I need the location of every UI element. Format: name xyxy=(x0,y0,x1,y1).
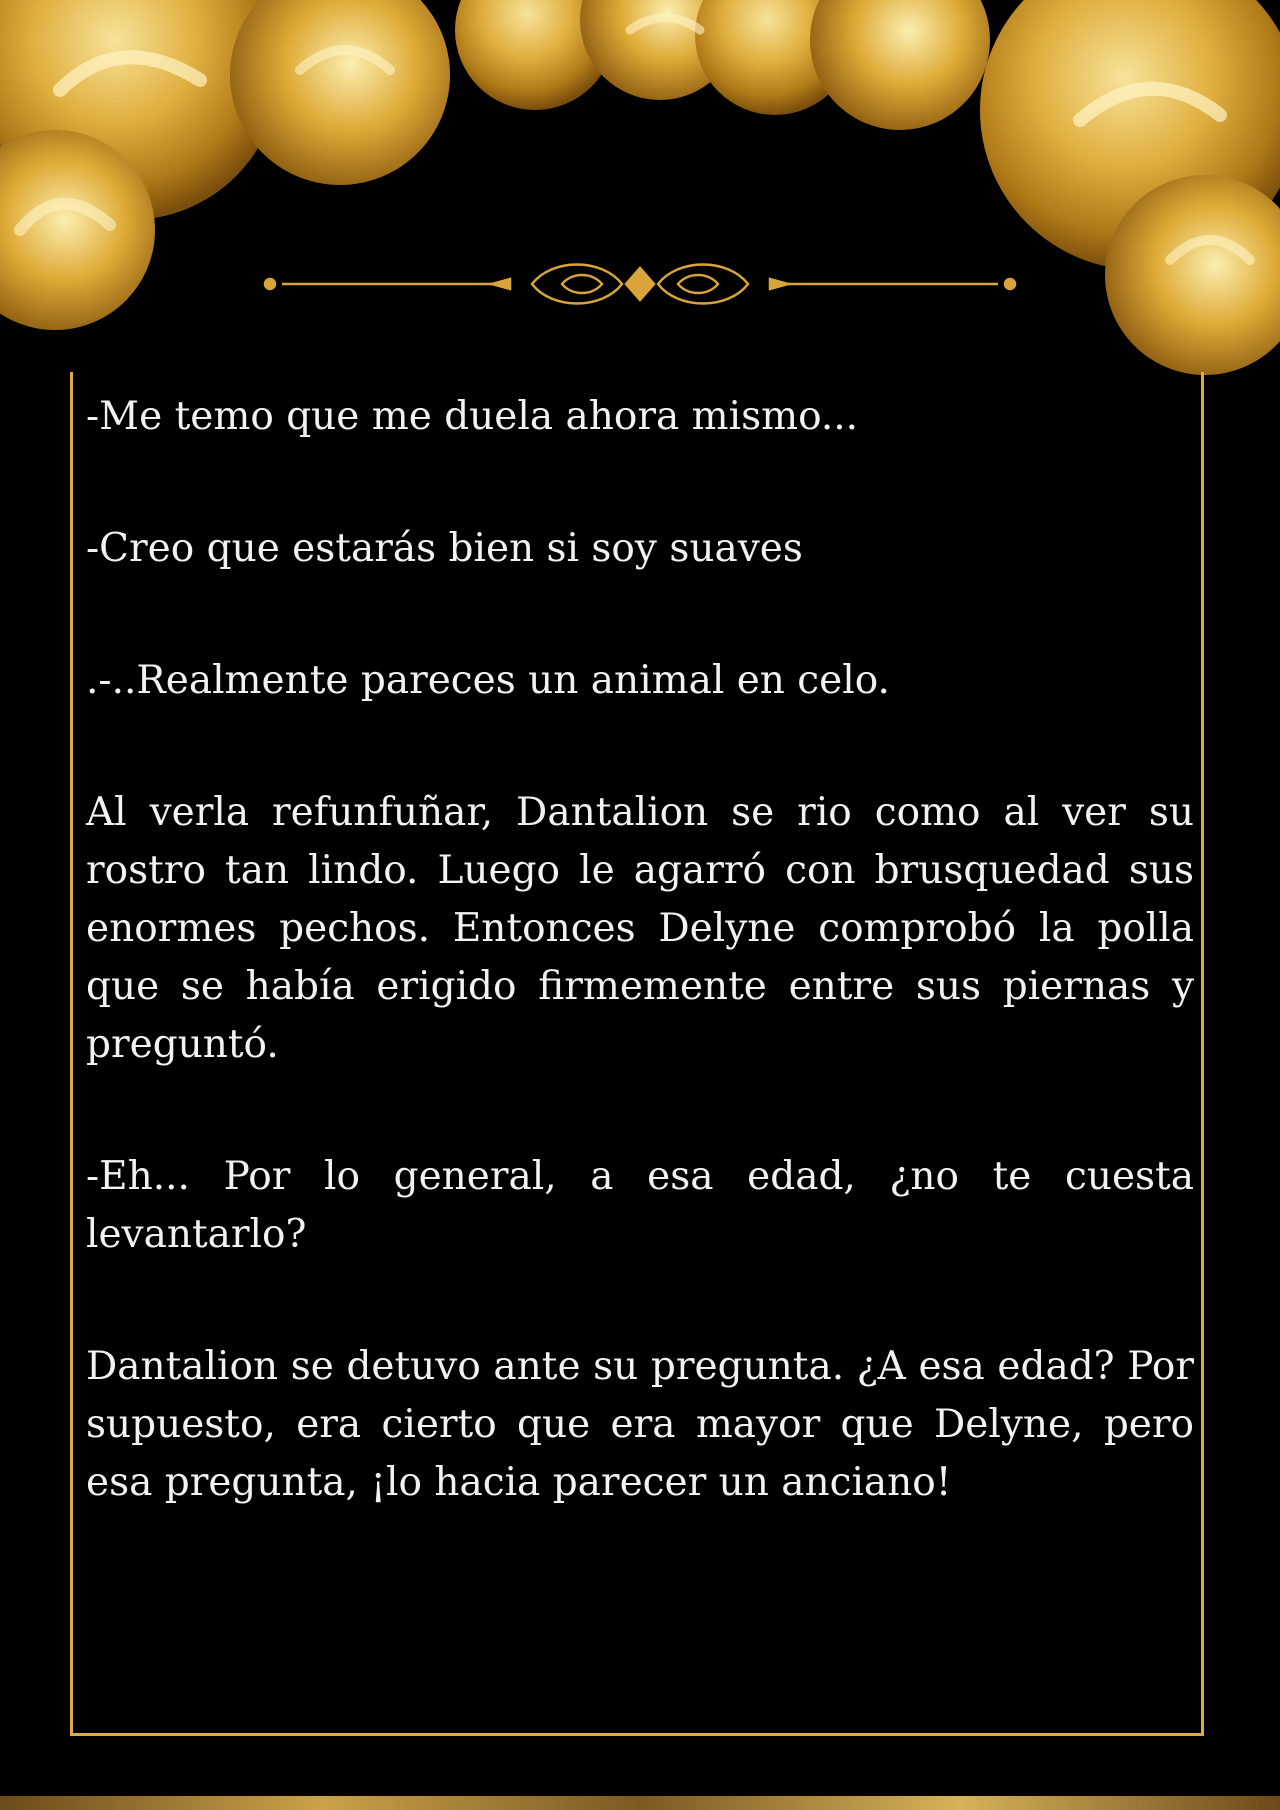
story-text xyxy=(86,388,1194,1586)
paragraph-4: Al verla refunfuñar, Dantalion se rio como al ver su rostro tan lindo. Luego le agarró con brusquedad sus enormes pechos. Entonces Delyne comprobó la polla que se había erigido firmemente entre sus piernas y preguntó. xyxy=(86,790,1194,1067)
paragraph-3: .-..Realmente pareces un animal en celo. xyxy=(86,658,890,703)
paragraph-5: -Eh... Por lo general, a esa edad, ¿no te cuesta levantarlo? xyxy=(86,1154,1194,1257)
paragraph-2: -Creo que estarás bien si soy suaves xyxy=(86,526,803,571)
ornamental-divider xyxy=(262,262,1018,306)
paragraph-1: -Me temo que me duela ahora mismo... xyxy=(86,394,859,439)
gold-bottom-edge xyxy=(0,1796,1280,1810)
gold-paint-swirls xyxy=(0,0,1280,380)
paragraph-6: Dantalion se detuvo ante su pregunta. ¿A esa edad? Por supuesto, era cierto que era mayor que Delyne, pero esa pregunta, ¡lo hacia parecer un anciano! xyxy=(86,1344,1194,1505)
